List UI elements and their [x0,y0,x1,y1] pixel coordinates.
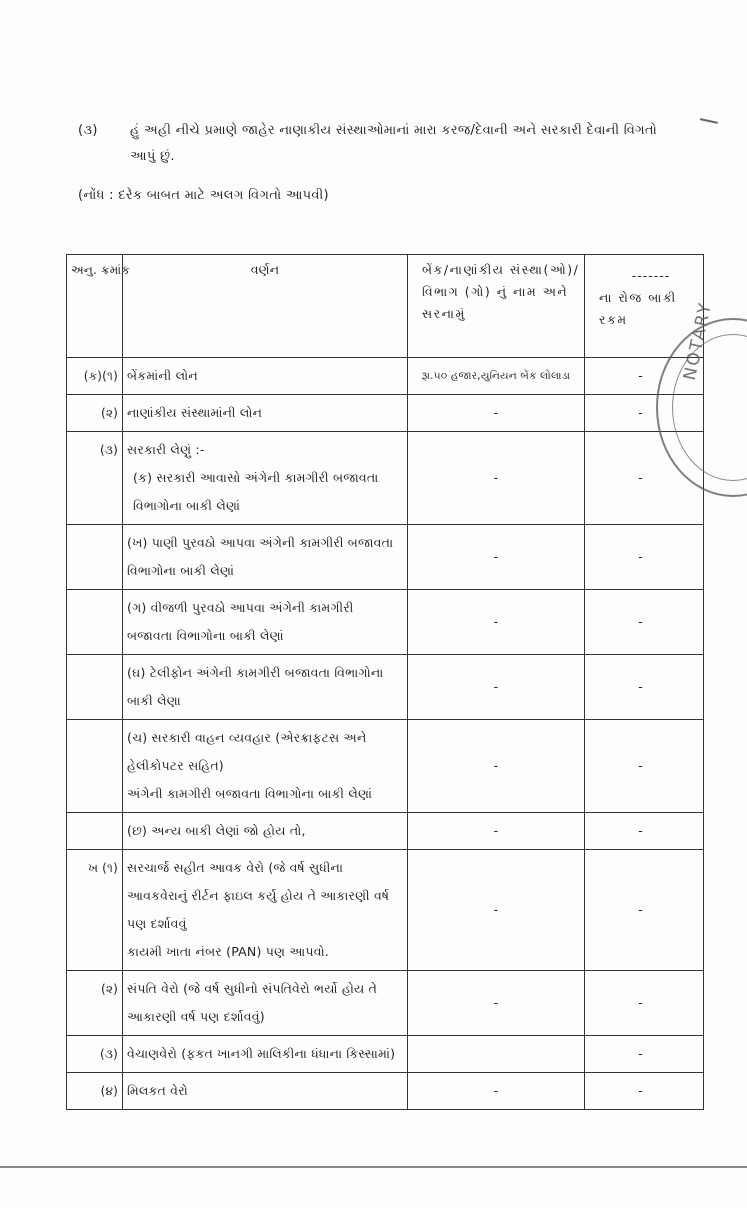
row-number: (૨) [67,971,123,1036]
row-description: સંપતિ વેરો (જે વર્ષ સુધીનો સંપતિવેરો ભર્યો હોય તે આકારણી વર્ષ પણ દર્શાવવું) [123,971,408,1036]
header-description: વર્ણન [123,255,408,358]
row-number: (૩) [67,432,123,525]
row-description: બેંકમાંની લોન [123,358,408,395]
liabilities-table [66,254,704,1110]
table-row [67,655,704,720]
row-description [123,720,408,813]
table-row [67,971,704,1036]
row-bank: - [408,432,585,525]
row-amount: - [585,655,704,720]
row-amount: - [585,1073,704,1110]
row-amount: - [585,358,704,395]
row-amount: - [585,971,704,1036]
row-amount: - [585,720,704,813]
row-description: (ગ) વીજળી પુરવઠો આપવા અંગેની કામગીરી બજાવતા વિભાગોના બાકી લેણાં [123,590,408,655]
table-row [67,590,704,655]
row-bank: - [408,1073,585,1110]
row-number: (૪) [67,1073,123,1110]
table-row [67,432,704,525]
intro-text: હું અહી નીચે પ્રમાણે જાહેર નાણાકીય સંસ્થાઓમાનાં મારા કરજ/દેવાની અને સરકારી દેવાની વિગતો આપું છું. [130,123,658,164]
notary-stamp-inner-ring [672,334,747,481]
table-row [67,1073,704,1110]
row-number: (૩) [67,1036,123,1073]
note-text: (નોંધ : દરેક બાબત માટે અલગ વિગતો આપવી) [78,188,329,203]
row-number: (૨) [67,395,123,432]
row-number: (ક)(૧) [67,358,123,395]
row-description: મિલકત વેરો [123,1073,408,1110]
table-row [67,850,704,971]
row-description-line1: (ચ) સરકારી વાહન વ્યવહાર (એરક્રાફટસ અને હેલીકોપટર સહિત) [127,730,367,773]
row-bank: - [408,525,585,590]
table-row [67,358,704,395]
row-amount: - [585,813,704,850]
row-bank: - [408,720,585,813]
row-number: ખ (૧) [67,850,123,971]
row-heading: સરકારી લેણું :- [127,442,205,457]
row-bank: - [408,395,585,432]
row-bank [408,1036,585,1073]
row-bank: - [408,655,585,720]
row-number [67,655,123,720]
page-bottom-rule [0,1166,747,1168]
row-description-line1: સરચાર્જ સહીત આવક વેરો (જે વર્ષ સુધીના આવકવેરાનું રીર્ટન ફાઇલ કર્યુ હોય તે આકારણી વર્ષ પણ દર્શાવવું [127,860,390,931]
row-amount: - [585,1036,704,1073]
row-amount: - [585,590,704,655]
row-amount: - [585,525,704,590]
row-description: વેચાણવેરો (ફકત ખાનગી માલિકીના ધંધાના કિસ્સામાં) [123,1036,408,1073]
intro-paragraph [78,118,678,170]
notary-stamp-text: NOTARY [680,299,717,383]
row-description [123,850,408,971]
row-bank: - [408,850,585,971]
row-bank: - [408,971,585,1036]
row-description-line2: કાયમી ખાતા નંબર (PAN) પણ આપવો. [127,944,329,959]
row-description-line2: અંગેની કામગીરી બજાવતા વિભાગોના બાકી લેણાં [127,786,373,801]
row-bank: - [408,590,585,655]
row-amount: - [585,850,704,971]
row-description: (ઘ) ટેલીફોન અંગેની કામગીરી બજાવતા વિભાગોના બાકી લેણા [123,655,408,720]
table-row [67,395,704,432]
row-amount: - [585,395,704,432]
pen-mark [700,118,718,123]
table-row [67,1036,704,1073]
row-description [123,432,408,525]
table-row [67,813,704,850]
table-header-row [67,255,704,358]
row-bank: રૂા.૫૦ હજાર,યુનિયન બેંક લોલાડા [408,358,585,395]
header-amount-label: ના રોજ બાકી રકમ [599,290,677,327]
header-serial: અનુ. ક્રમાંક [67,255,123,358]
intro-number: (૩) [78,123,98,138]
header-date-dashes: ------- [631,268,671,283]
row-description: (ખ) પાણી પુરવઠો આપવા અંગેની કામગીરી બજાવતા વિભાગોના બાકી લેણાં [123,525,408,590]
table-row [67,525,704,590]
table-row [67,720,704,813]
row-bank: - [408,813,585,850]
row-number [67,590,123,655]
row-description: (છ) અન્ય બાકી લેણાં જો હોય તો, [123,813,408,850]
row-amount: - [585,432,704,525]
row-number [67,813,123,850]
row-description: નાણાંકીય સંસ્થામાંની લોન [123,395,408,432]
header-bank-name: બેંક/નાણાંકીય સંસ્થા(ઓ)/વિભાગ (ગો) નું નામ અને સરનામું [408,255,585,358]
row-number [67,720,123,813]
row-number [67,525,123,590]
row-subitem: (ક) સરકારી આવાસો અંગેની કામગીરી બજાવતા વિભાગોના બાકી લેણાં [133,470,379,513]
